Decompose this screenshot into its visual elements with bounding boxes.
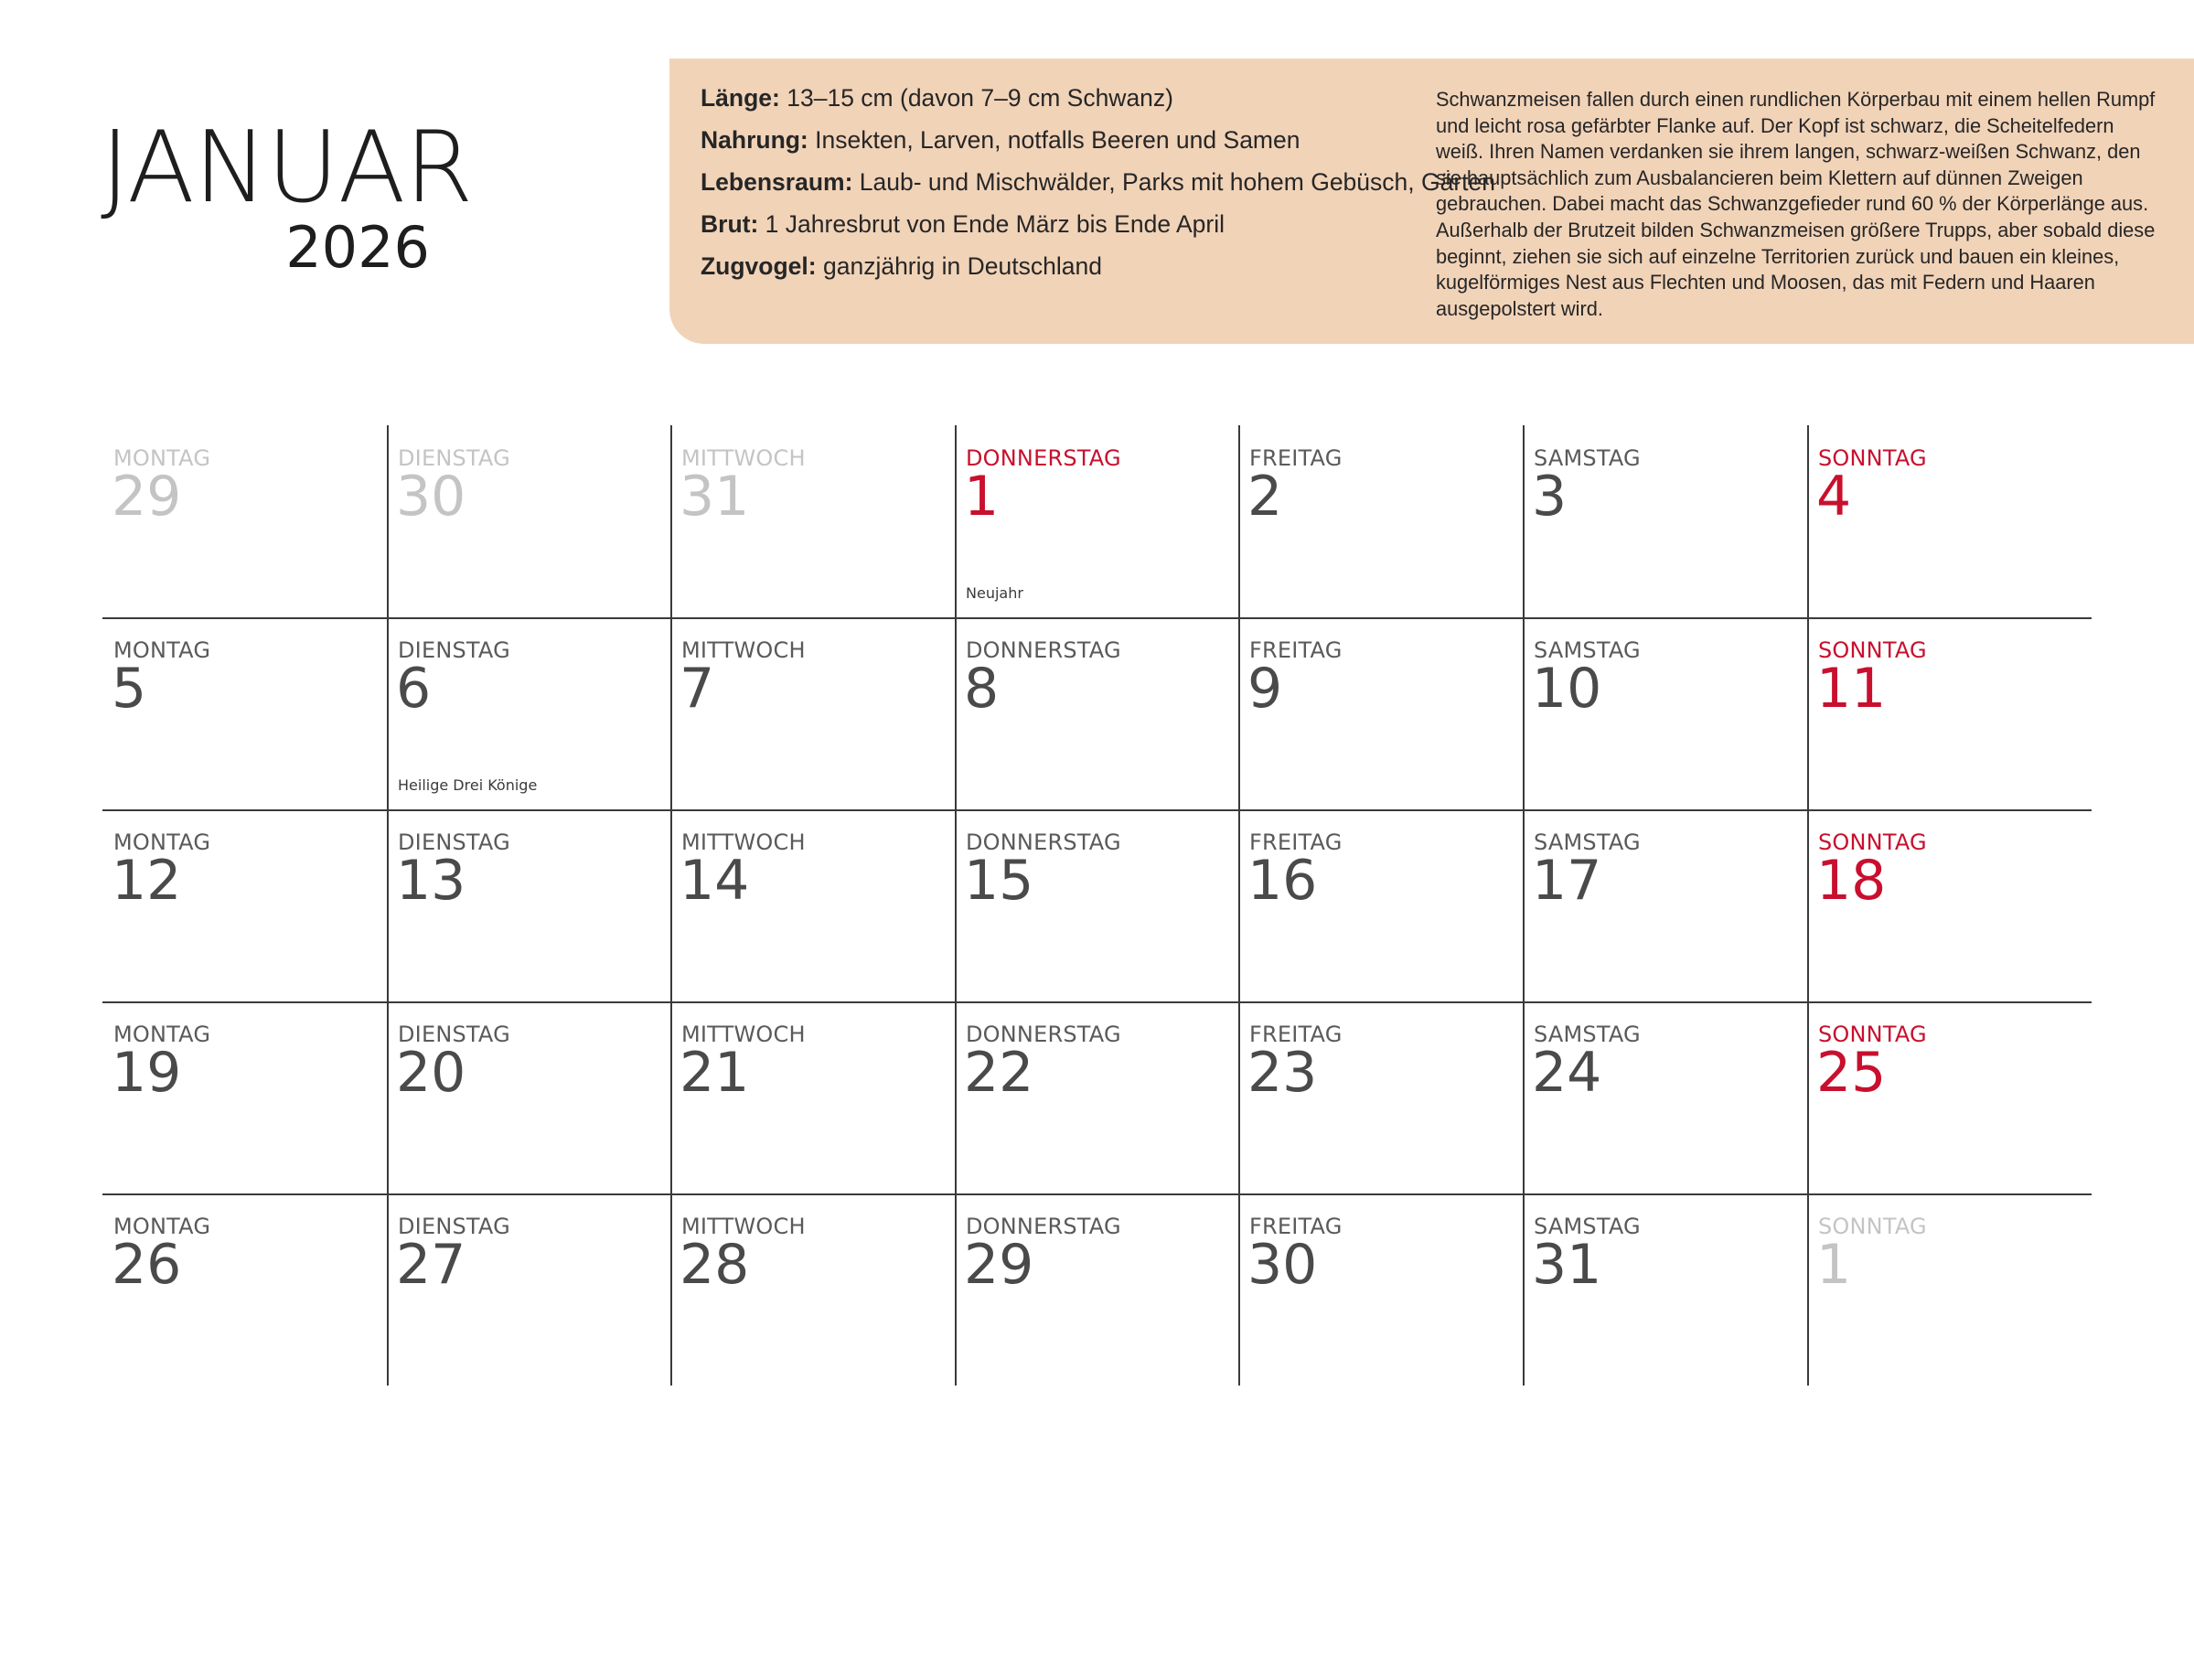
- day-cell: [955, 1193, 1229, 1386]
- weekday-label: DIENSTAG: [398, 1022, 510, 1047]
- year-title: 2026: [285, 214, 430, 281]
- day-number: 19: [112, 1041, 182, 1105]
- weekday-label: MONTAG: [113, 445, 211, 471]
- day-number: 3: [1532, 465, 1568, 529]
- day-number: 22: [964, 1041, 1034, 1105]
- day-cell: [387, 809, 661, 1001]
- day-cell: [102, 1193, 377, 1386]
- weekday-label: MITTWOCH: [681, 637, 806, 663]
- day-number: 9: [1247, 657, 1283, 721]
- weekday-label: SAMSTAG: [1534, 1214, 1641, 1239]
- day-cell: [387, 1001, 661, 1193]
- weekday-label: MONTAG: [113, 1214, 211, 1239]
- day-number: 11: [1816, 657, 1887, 721]
- holiday-label: Neujahr: [966, 584, 1023, 602]
- weekday-label: SONNTAG: [1818, 445, 1927, 471]
- day-number: 31: [1532, 1233, 1602, 1297]
- fact-migration: Zugvogel: ganzjährig in Deutschland: [701, 252, 1102, 280]
- day-cell: [1523, 425, 1797, 617]
- day-number: 23: [1247, 1041, 1318, 1105]
- weekday-label: DIENSTAG: [398, 637, 510, 663]
- day-number: 20: [396, 1041, 466, 1105]
- day-number: 28: [680, 1233, 750, 1297]
- day-number: 17: [1532, 849, 1602, 913]
- day-number: 31: [680, 465, 750, 529]
- day-number: 30: [396, 465, 466, 529]
- fact-habitat: Lebensraum: Laub- und Mischwälder, Parks mit hohem Gebüsch, Gärten: [701, 168, 1496, 196]
- day-number: 27: [396, 1233, 466, 1297]
- day-cell: [102, 617, 377, 809]
- day-cell: [1238, 1193, 1513, 1386]
- day-cell: [670, 425, 945, 617]
- day-cell: [955, 617, 1229, 809]
- day-cell: [955, 809, 1229, 1001]
- day-number: 1: [1816, 1233, 1852, 1297]
- weekday-label: FREITAG: [1249, 1022, 1343, 1047]
- day-cell: [1807, 425, 2082, 617]
- day-cell: [1523, 1001, 1797, 1193]
- weekday-label: FREITAG: [1249, 1214, 1343, 1239]
- day-number: 26: [112, 1233, 182, 1297]
- day-cell: [102, 809, 377, 1001]
- day-cell: [1807, 1001, 2082, 1193]
- day-number: 7: [680, 657, 715, 721]
- day-number: 15: [964, 849, 1034, 913]
- weekday-label: MITTWOCH: [681, 829, 806, 855]
- day-cell: [1807, 1193, 2082, 1386]
- day-cell: [1523, 809, 1797, 1001]
- weekday-label: SAMSTAG: [1534, 1022, 1641, 1047]
- weekday-label: SAMSTAG: [1534, 445, 1641, 471]
- weekday-label: DONNERSTAG: [966, 637, 1121, 663]
- bird-description: Schwanzmeisen fallen durch einen rundlichen Körperbau mit einem hellen Rumpf und leicht rosa gefärbter Flanke auf. Der Kopf ist schwarz, die Scheitelfedern weiß. Ihren Namen verdanken sie ihrem langen, schwarz-weißen Schwanz, den sie hauptsächlich zum Ausbalancieren beim Klettern auf dünnen Zweigen gebrauchen. Dabei macht das Schwanzgefieder rund 60 % der Körperlänge aus. Außerhalb der Brutzeit bilden Schwanzmeisen größere Trupps, aber sobald diese beginnt, ziehen sie sich auf einzelne Territorien zurück und bauen ein kleines, kugelförmiges Nest aus Flechten und Moosen, das mit Federn und Haaren ausgepolstert wird.: [1436, 88, 2156, 320]
- day-cell: [1238, 1001, 1513, 1193]
- day-number: 13: [396, 849, 466, 913]
- fact-breeding: Brut: 1 Jahresbrut von Ende März bis Ende April: [701, 210, 1225, 238]
- weekday-label: DIENSTAG: [398, 1214, 510, 1239]
- weekday-label: SONNTAG: [1818, 829, 1927, 855]
- fact-length: Länge: 13–15 cm (davon 7–9 cm Schwanz): [701, 84, 1173, 112]
- day-number: 12: [112, 849, 182, 913]
- day-cell: [387, 1193, 661, 1386]
- day-number: 30: [1247, 1233, 1318, 1297]
- holiday-label: Heilige Drei Könige: [398, 776, 538, 794]
- day-cell: [955, 1001, 1229, 1193]
- weekday-label: FREITAG: [1249, 637, 1343, 663]
- day-cell: [1238, 617, 1513, 809]
- day-cell: [102, 425, 377, 617]
- fact-food: Nahrung: Insekten, Larven, notfalls Beeren und Samen: [701, 126, 1300, 154]
- day-cell: [670, 617, 945, 809]
- day-number: 2: [1247, 465, 1283, 529]
- day-number: 6: [396, 657, 432, 721]
- day-cell: [1238, 809, 1513, 1001]
- weekday-label: DONNERSTAG: [966, 1022, 1121, 1047]
- weekday-label: DONNERSTAG: [966, 829, 1121, 855]
- day-number: 21: [680, 1041, 750, 1105]
- info-panel: [669, 59, 2194, 344]
- month-title: JANUAR: [101, 111, 473, 225]
- weekday-label: SAMSTAG: [1534, 637, 1641, 663]
- weekday-label: DIENSTAG: [398, 445, 510, 471]
- day-cell: [387, 617, 661, 809]
- day-cell: [1523, 1193, 1797, 1386]
- day-cell: [102, 1001, 377, 1193]
- day-cell: [955, 425, 1229, 617]
- day-number: 8: [964, 657, 1000, 721]
- weekday-label: SONNTAG: [1818, 1214, 1927, 1239]
- day-cell: [1523, 617, 1797, 809]
- weekday-label: MONTAG: [113, 829, 211, 855]
- weekday-label: MITTWOCH: [681, 1214, 806, 1239]
- weekday-label: MONTAG: [113, 637, 211, 663]
- day-cell: [670, 809, 945, 1001]
- day-number: 14: [680, 849, 750, 913]
- day-number: 29: [964, 1233, 1034, 1297]
- calendar-grid: [102, 425, 2092, 1387]
- day-number: 29: [112, 465, 182, 529]
- day-number: 25: [1816, 1041, 1887, 1105]
- day-cell: [1807, 617, 2082, 809]
- day-number: 24: [1532, 1041, 1602, 1105]
- weekday-label: MITTWOCH: [681, 445, 806, 471]
- weekday-label: FREITAG: [1249, 445, 1343, 471]
- day-cell: [670, 1193, 945, 1386]
- bird-facts: [701, 84, 1542, 294]
- day-number: 10: [1532, 657, 1602, 721]
- weekday-label: SAMSTAG: [1534, 829, 1641, 855]
- weekday-label: DONNERSTAG: [966, 1214, 1121, 1239]
- weekday-label: FREITAG: [1249, 829, 1343, 855]
- weekday-label: SONNTAG: [1818, 1022, 1927, 1047]
- day-cell: [1807, 809, 2082, 1001]
- day-number: 1: [964, 465, 1000, 529]
- day-cell: [387, 425, 661, 617]
- day-number: 4: [1816, 465, 1852, 529]
- weekday-label: SONNTAG: [1818, 637, 1927, 663]
- weekday-label: MITTWOCH: [681, 1022, 806, 1047]
- day-cell: [1238, 425, 1513, 617]
- day-number: 16: [1247, 849, 1318, 913]
- day-number: 18: [1816, 849, 1887, 913]
- day-number: 5: [112, 657, 147, 721]
- weekday-label: DONNERSTAG: [966, 445, 1121, 471]
- weekday-label: DIENSTAG: [398, 829, 510, 855]
- day-cell: [670, 1001, 945, 1193]
- weekday-label: MONTAG: [113, 1022, 211, 1047]
